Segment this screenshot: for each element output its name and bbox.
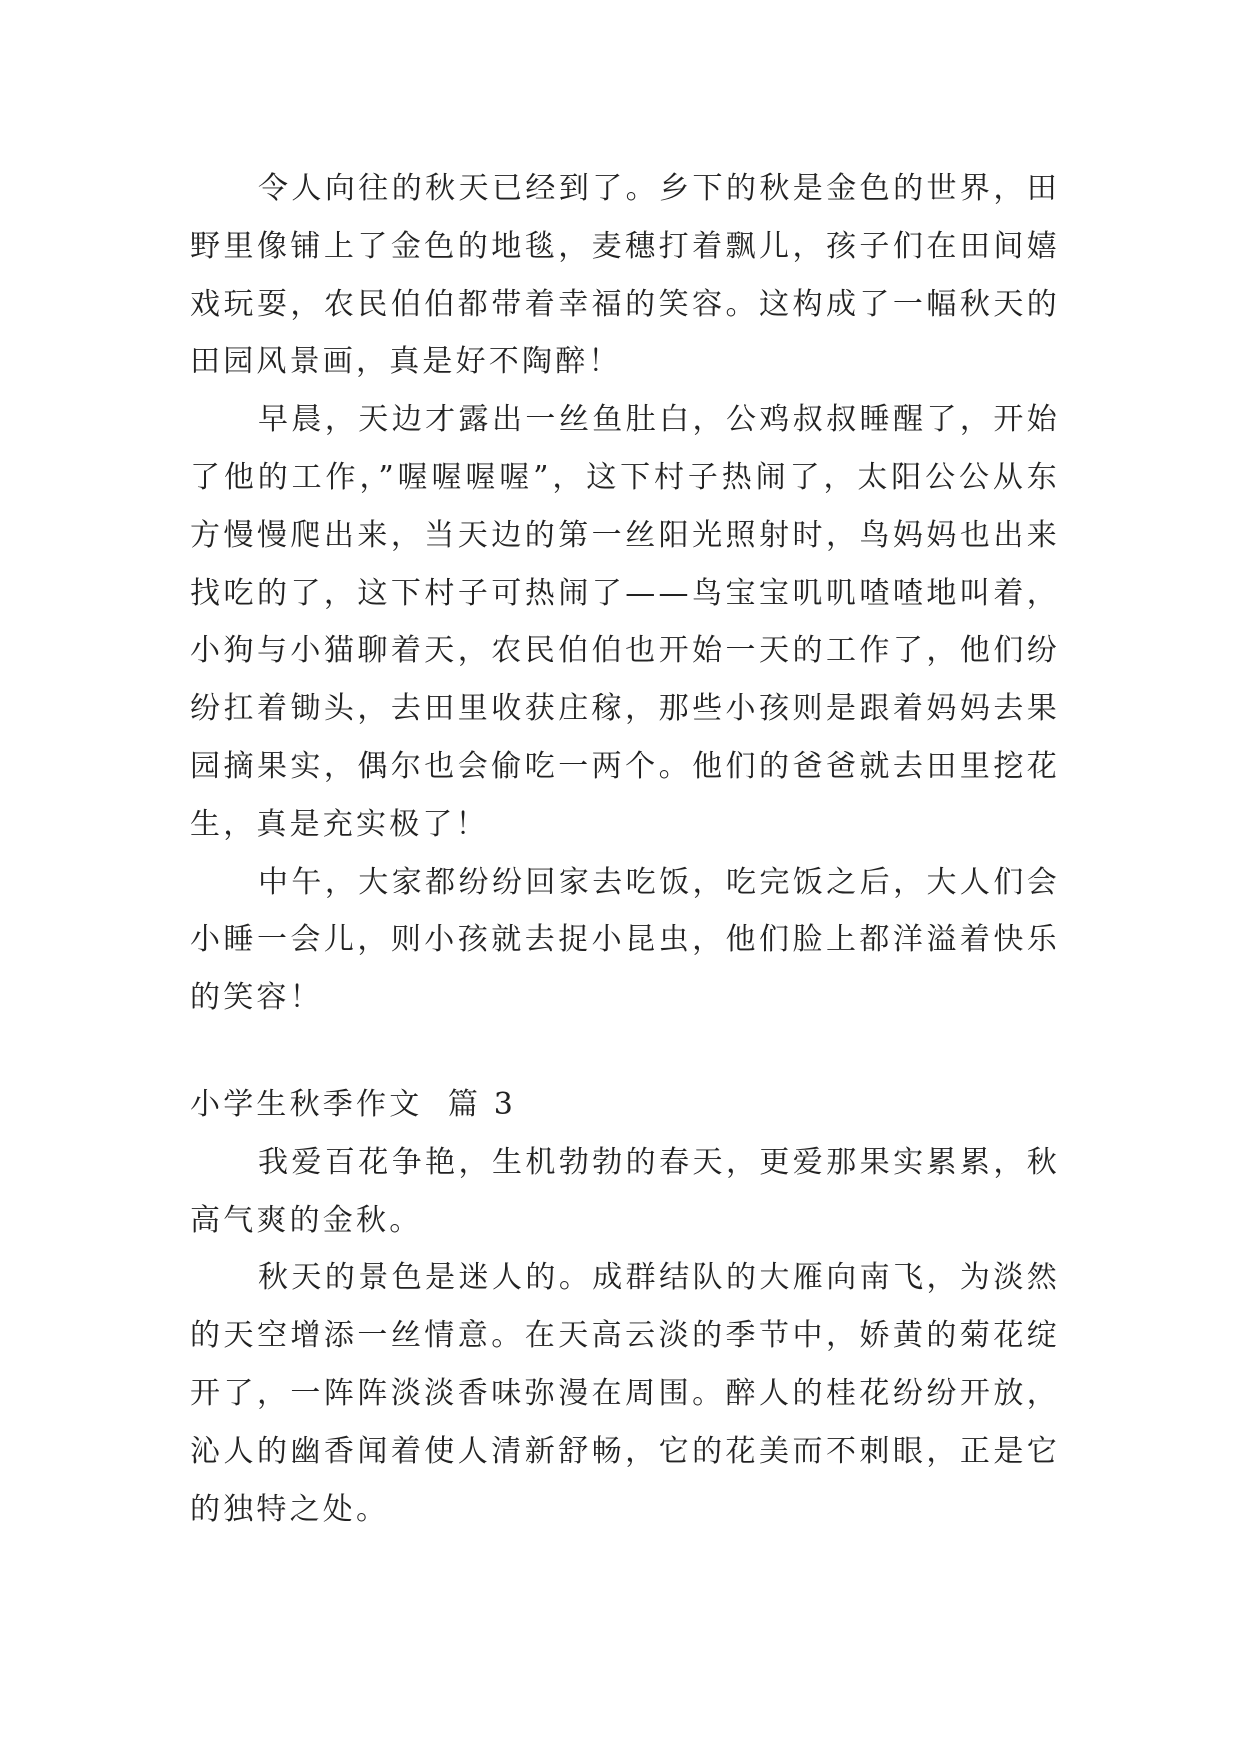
paragraph-morning: 早晨，天边才露出一丝鱼肚白，公鸡叔叔睡醒了，开始了他的工作，”喔喔喔喔”，这下村子热闹了，太阳公公从东方慢慢爬出来，当天边的第一丝阳光照射时，鸟妈妈也出来找吃的了，这下村子可热闹了——鸟宝宝叽叽喳喳地叫着，小狗与小猫聊着天，农民伯伯也开始一天的工作了，他们纷纷扛着锄头，去田里收获庄稼，那些小孩则是跟着妈妈去果园摘果实，偶尔也会偷吃一两个。他们的爸爸就去田里挖花生，真是充实极了！ bbox=[190, 402, 1060, 842]
section-heading: 小学生秋季作文 篇 3 bbox=[190, 1086, 517, 1122]
paragraph-autumn-scenery: 秋天的景色是迷人的。成群结队的大雁向南飞，为淡然的天空增添一丝情意。在天高云淡的季节中，娇黄的菊花绽开了，一阵阵淡淡香味弥漫在周围。醉人的桂花纷纷开放，沁人的幽香闻着使人清新舒畅，它的花美而不刺眼，正是它的独特之处。 bbox=[190, 1260, 1060, 1527]
paragraph-noon: 中午，大家都纷纷回家去吃饭，吃完饭之后，大人们会小睡一会儿，则小孩就去捉小昆虫，他们脸上都洋溢着快乐的笑容！ bbox=[190, 864, 1060, 1016]
paragraph-autumn-intro: 令人向往的秋天已经到了。乡下的秋是金色的世界，田野里像铺上了金色的地毯，麦穗打着飘儿，孩子们在田间嬉戏玩耍，农民伯伯都带着幸福的笑容。这构成了一幅秋天的田园风景画，真是好不陶醉！ bbox=[190, 171, 1060, 380]
document-body bbox=[190, 160, 1060, 1538]
paragraph-love-autumn: 我爱百花争艳，生机勃勃的春天，更爱那果实累累，秋高气爽的金秋。 bbox=[190, 1144, 1060, 1238]
